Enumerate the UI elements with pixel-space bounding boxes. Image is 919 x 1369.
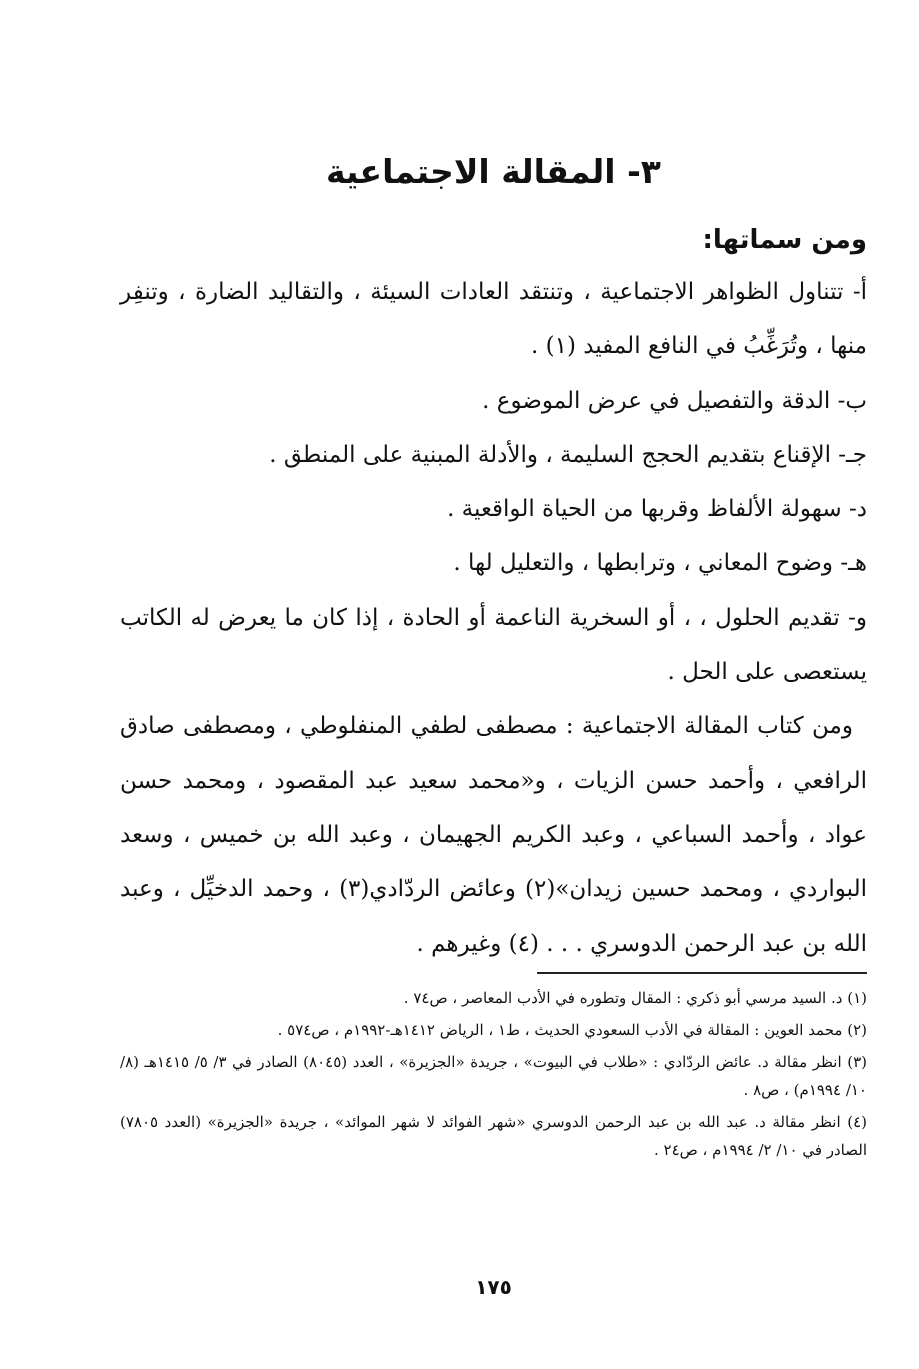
traits-heading: ومن سماتها:	[702, 225, 867, 255]
trait-item-f: و- تقديم الحلول ، ، أو السخرية الناعمة أو الحادة ، إذا كان ما يعرض له الكاتب يستعصى على الحل .	[120, 604, 867, 686]
writers-paragraph: ومن كتاب المقالة الاجتماعية : مصطفى لطفي المنفلوطي ، ومصطفى صادق الرافعي ، وأحمد حسن الزيات ، و«محمد سعيد عبد المقصود ، ومحمد حسن عواد ، وأحمد السباعي ، وعبد الكريم الجهيمان ، وعبد الله بن خميس ، وسعد البواردي ، ومحمد حسين زيدان»(٢) وعائض الردّادي(٣) ، وحمد الدخيِّل ، وعبد الله بن عبد الرحمن الدوسري . . . (٤) وغيرهم .	[120, 713, 867, 957]
book-page	[120, 0, 867, 1369]
page-number: ١٧٥	[475, 1275, 512, 1299]
footnotes	[120, 984, 867, 1168]
section-title: ٣- المقالة الاجتماعية	[326, 152, 661, 191]
footnote-1: (١) د. السيد مرسي أبو ذكري : المقال وتطوره في الأدب المعاصر ، ص٧٤ .	[403, 989, 867, 1007]
footnote-2: (٢) محمد العوين : المقالة في الأدب السعودي الحديث ، ط١ ، الرياض ١٤١٢هـ-١٩٩٢م ، ص٥٧٤ .	[277, 1021, 867, 1039]
footnote-4: (٤) انظر مقالة د. عبد الله بن عبد الرحمن الدوسري «شهر الفوائد لا شهر الموائد» ، جريدة «الجزيرة» (العدد ٧٨٠٥) الصادر في ١٠/ ٢/ ١٩٩٤م ، ص٢٤ .	[120, 1113, 867, 1159]
trait-item-b: ب- الدقة والتفصيل في عرض الموضوع .	[482, 387, 867, 414]
footnote-3: (٣) انظر مقالة د. عائض الردّادي : «طلاب في البيوت» ، جريدة «الجزيرة» ، العدد (٨٠٤٥) الصادر في ٣/ ٥/ ١٤١٥هـ (٨/ ١٠/ ١٩٩٤م) ، ص٨ .	[120, 1053, 867, 1099]
trait-item-a: أ- تتناول الظواهر الاجتماعية ، وتنتقد العادات السيئة ، والتقاليد الضارة ، وتنفِر منها ، وتُرَغِّبُ في النافع المفيد (١) .	[120, 279, 867, 360]
trait-item-c: جـ- الإقناع بتقديم الحجج السليمة ، والأدلة المبنية على المنطق .	[269, 441, 867, 468]
trait-item-d: د- سهولة الألفاظ وقربها من الحياة الواقعية .	[447, 496, 867, 523]
body-text	[120, 265, 867, 971]
trait-item-e: هـ- وضوح المعاني ، وترابطها ، والتعليل لها .	[453, 550, 867, 577]
footnote-divider	[537, 972, 867, 974]
